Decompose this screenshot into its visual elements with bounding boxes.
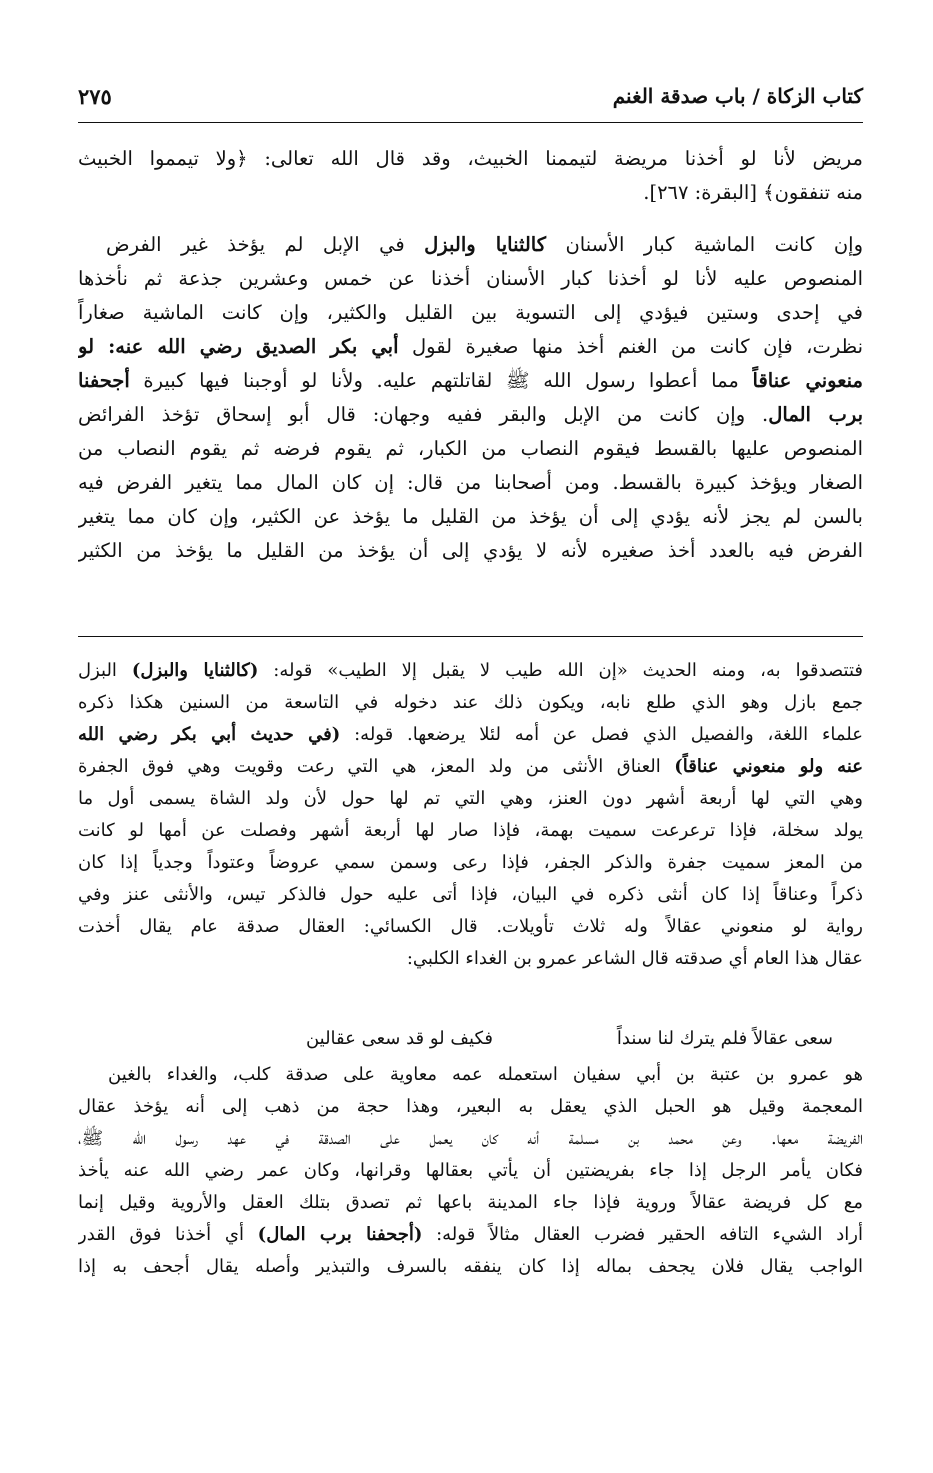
text-segment: وإن كانت الماشية كبار الأسنان xyxy=(546,233,863,256)
text-segment: الفريضة معها. وعن محمد بن مسلمة أنه كان يعمل على الصدقة في عهد رسول الله ﷺ، xyxy=(78,1128,863,1149)
text-segment: عقال هذا العام أي صدقته قال الشاعر عمرو بن الغداء الكلبي: xyxy=(406,948,863,969)
text-segment: المنصوص عليه لأنا لو أخذنا كبار الأسنان أخذنا عن خمس وعشرين جذعة ثم نأخذها xyxy=(78,267,863,290)
main-text-line xyxy=(78,466,863,500)
bold-term: أجحفنا xyxy=(78,369,130,392)
text-segment: الصغار ويؤخذ كبيرة بالقسط. ومن أصحابنا من قال: إن كان المال مما يتغير الفرض فيه xyxy=(78,471,863,494)
footnote-line xyxy=(78,688,863,718)
bold-term: كالثنايا والبزل xyxy=(424,233,546,256)
main-text-line xyxy=(78,534,863,568)
main-text-line xyxy=(78,176,863,210)
text-segment: نظرت، فإن كانت من الغنم أخذ منها صغيرة لقول xyxy=(398,335,863,358)
main-text-line xyxy=(106,228,863,262)
text-segment: ذكراً وعناقاً إذا كان أنثى ذكره في البيان، فإذا أتى عليه حول فالذكر تيس، والأنثى عنز وفي xyxy=(78,884,863,905)
main-text-line xyxy=(78,142,863,176)
text-segment: الواجب يقال فلان يجحف بماله إذا كان ينفقه بالسرف والتبذير وأصله يقال أجحف به إذا xyxy=(78,1256,863,1277)
text-segment: في الإبل لم يؤخذ غير الفرض xyxy=(106,233,425,256)
poetry-verse xyxy=(113,1022,833,1056)
footnote-line xyxy=(78,912,863,942)
text-segment: مما أعطوا رسول الله ﷺ لقاتلتهم عليه. ولأنا لو أوجبنا فيها كبيرة xyxy=(129,369,753,392)
text-segment: الفرض فيه بالعدد أخذ صغيره لأنه لا يؤدي إلى أن يؤخذ من القليل ما يؤخذ من الكثير xyxy=(78,539,863,562)
footnote-line xyxy=(78,1092,863,1122)
text-segment: العناق الأنثى من ولد المعز، هي التي رعت وقويت وهي فوق الجفرة xyxy=(78,756,675,777)
footnote-line xyxy=(78,1156,863,1186)
footnote-divider xyxy=(78,636,863,637)
footnote-line xyxy=(78,1252,863,1282)
bold-term: (في حديث أبي بكر رضي الله xyxy=(78,724,341,745)
text-segment: البزل xyxy=(78,660,132,681)
text-segment: من المعز سميت جفرة والذكر الجفر، فإذا رعى وسمن سمي عروضاً وعتوداً وجدياً إذا كان xyxy=(78,852,863,873)
main-text-line xyxy=(78,296,863,330)
bold-term: منعوني عناقاً xyxy=(752,369,863,392)
verse-second-hemistich: فكيف لو قد سعى عقالين xyxy=(305,1028,493,1049)
footnote-line xyxy=(78,784,863,814)
verse-first-hemistich: سعى عقالاً فلم يترك لنا سنداً xyxy=(616,1028,833,1049)
text-segment: مع كل فريضة عقالاً وروية فإذا جاء المدينة باعها ثم تصدق بتلك العقل والأروية وقيل إنما xyxy=(78,1192,863,1213)
bold-term: (أجحفنا برب المال) xyxy=(257,1224,423,1245)
text-segment: رواية لو منعوني عقالاً وله ثلاث تأويلات. قال الكسائي: العقال صدقة عام يقال أخذت xyxy=(78,916,863,937)
page-number: ٢٧٥ xyxy=(78,84,112,109)
footnote-line xyxy=(78,1124,863,1154)
main-text-line xyxy=(78,364,863,398)
main-text-line xyxy=(78,330,863,364)
footnote-line xyxy=(78,880,863,910)
footnote-line xyxy=(78,656,863,686)
text-segment: بالسن لم يجز لأنه يؤدي إلى أن يؤخذ من القليل ما يؤخذ عن الكثير، وإن كان مما يتغير xyxy=(78,505,863,528)
text-segment: . وإن كانت من الإبل والبقر ففيه وجهان: قال أبو إسحاق تؤخذ الفرائض xyxy=(78,403,769,426)
footnote-line xyxy=(78,1220,863,1250)
footnote-line xyxy=(108,1060,863,1090)
text-segment: فكان يأمر الرجل إذا جاء بفريضتين أن يأتي بعقالها وقرانها، وكان عمر رضي الله عنه يأخذ xyxy=(78,1160,863,1181)
text-segment: وهي التي لها أربعة أشهر دون العنز، وهي التي تم لها حول لأن ولد الشاة يسمى أول ما xyxy=(78,788,863,809)
bold-term: (كالثنايا والبزل) xyxy=(131,660,259,681)
text-segment: أراد الشيء التافه الحقير فضرب العقال مثالاً قوله: xyxy=(422,1224,863,1245)
text-segment: في إحدى وستين فيؤدي إلى التسوية بين القليل والكثير، وإن كانت الماشية صغاراً xyxy=(78,301,863,324)
bold-term: عنه ولو منعوني عناقاً) xyxy=(674,756,863,777)
text-segment: فتتصدقوا به، ومنه الحديث «إن الله طيب لا يقبل إلا الطيب» قوله: xyxy=(258,660,863,681)
main-text-line xyxy=(78,500,863,534)
text-segment: علماء اللغة، والفصيل الذي فصل عن أمه لئلا يرضعها. قوله: xyxy=(340,724,863,745)
bold-term: أبي بكر الصديق رضي الله عنه: لو xyxy=(78,335,399,358)
text-segment: المنصوص عليها بالقسط فيقوم النصاب من الكبار، ثم يقوم فرضه ثم يقوم النصاب من xyxy=(78,437,863,460)
text-segment: منه تنفقون﴾ [البقرة: ٢٦٧]. xyxy=(643,181,863,204)
footnote-line xyxy=(78,1188,863,1218)
footnote-line xyxy=(78,720,863,750)
text-segment: جمع بازل وهو الذي طلع نابه، ويكون ذلك عند دخوله في التاسعة من السنين هكذا ذكره xyxy=(78,692,863,713)
main-text-line xyxy=(78,398,863,432)
footnote-line xyxy=(78,752,863,782)
text-segment: المعجمة وقيل هو الحبل الذي يعقل به البعير، وهذا حجة من ذهب إلى أنه يؤخذ عقال xyxy=(78,1096,863,1117)
text-segment: هو عمرو بن عتبة بن أبي سفيان استعمله عمه معاوية على صدقة كلب، والغداء بالغين xyxy=(108,1064,863,1085)
main-text-line xyxy=(78,262,863,296)
chapter-title: كتاب الزكاة / باب صدقة الغنم xyxy=(612,84,863,108)
running-header xyxy=(78,84,863,120)
footnote-line xyxy=(78,816,863,846)
main-text-line xyxy=(78,432,863,466)
bold-term: برب المال xyxy=(768,403,863,426)
footnote-line xyxy=(78,848,863,878)
text-segment: مريض لأنا لو أخذنا مريضة لتيممنا الخبيث، وقد قال الله تعالى: ﴿ولا تيمموا الخبيث xyxy=(78,147,863,170)
text-segment: أي أخذنا فوق القدر xyxy=(78,1224,258,1245)
text-segment: يولد سخلة، فإذا ترعرعت سميت بهمة، فإذا صار لها أربعة أشهر وفصلت عن أمها لو كانت xyxy=(78,820,863,841)
header-rule xyxy=(78,122,863,123)
footnote-line xyxy=(78,944,863,974)
